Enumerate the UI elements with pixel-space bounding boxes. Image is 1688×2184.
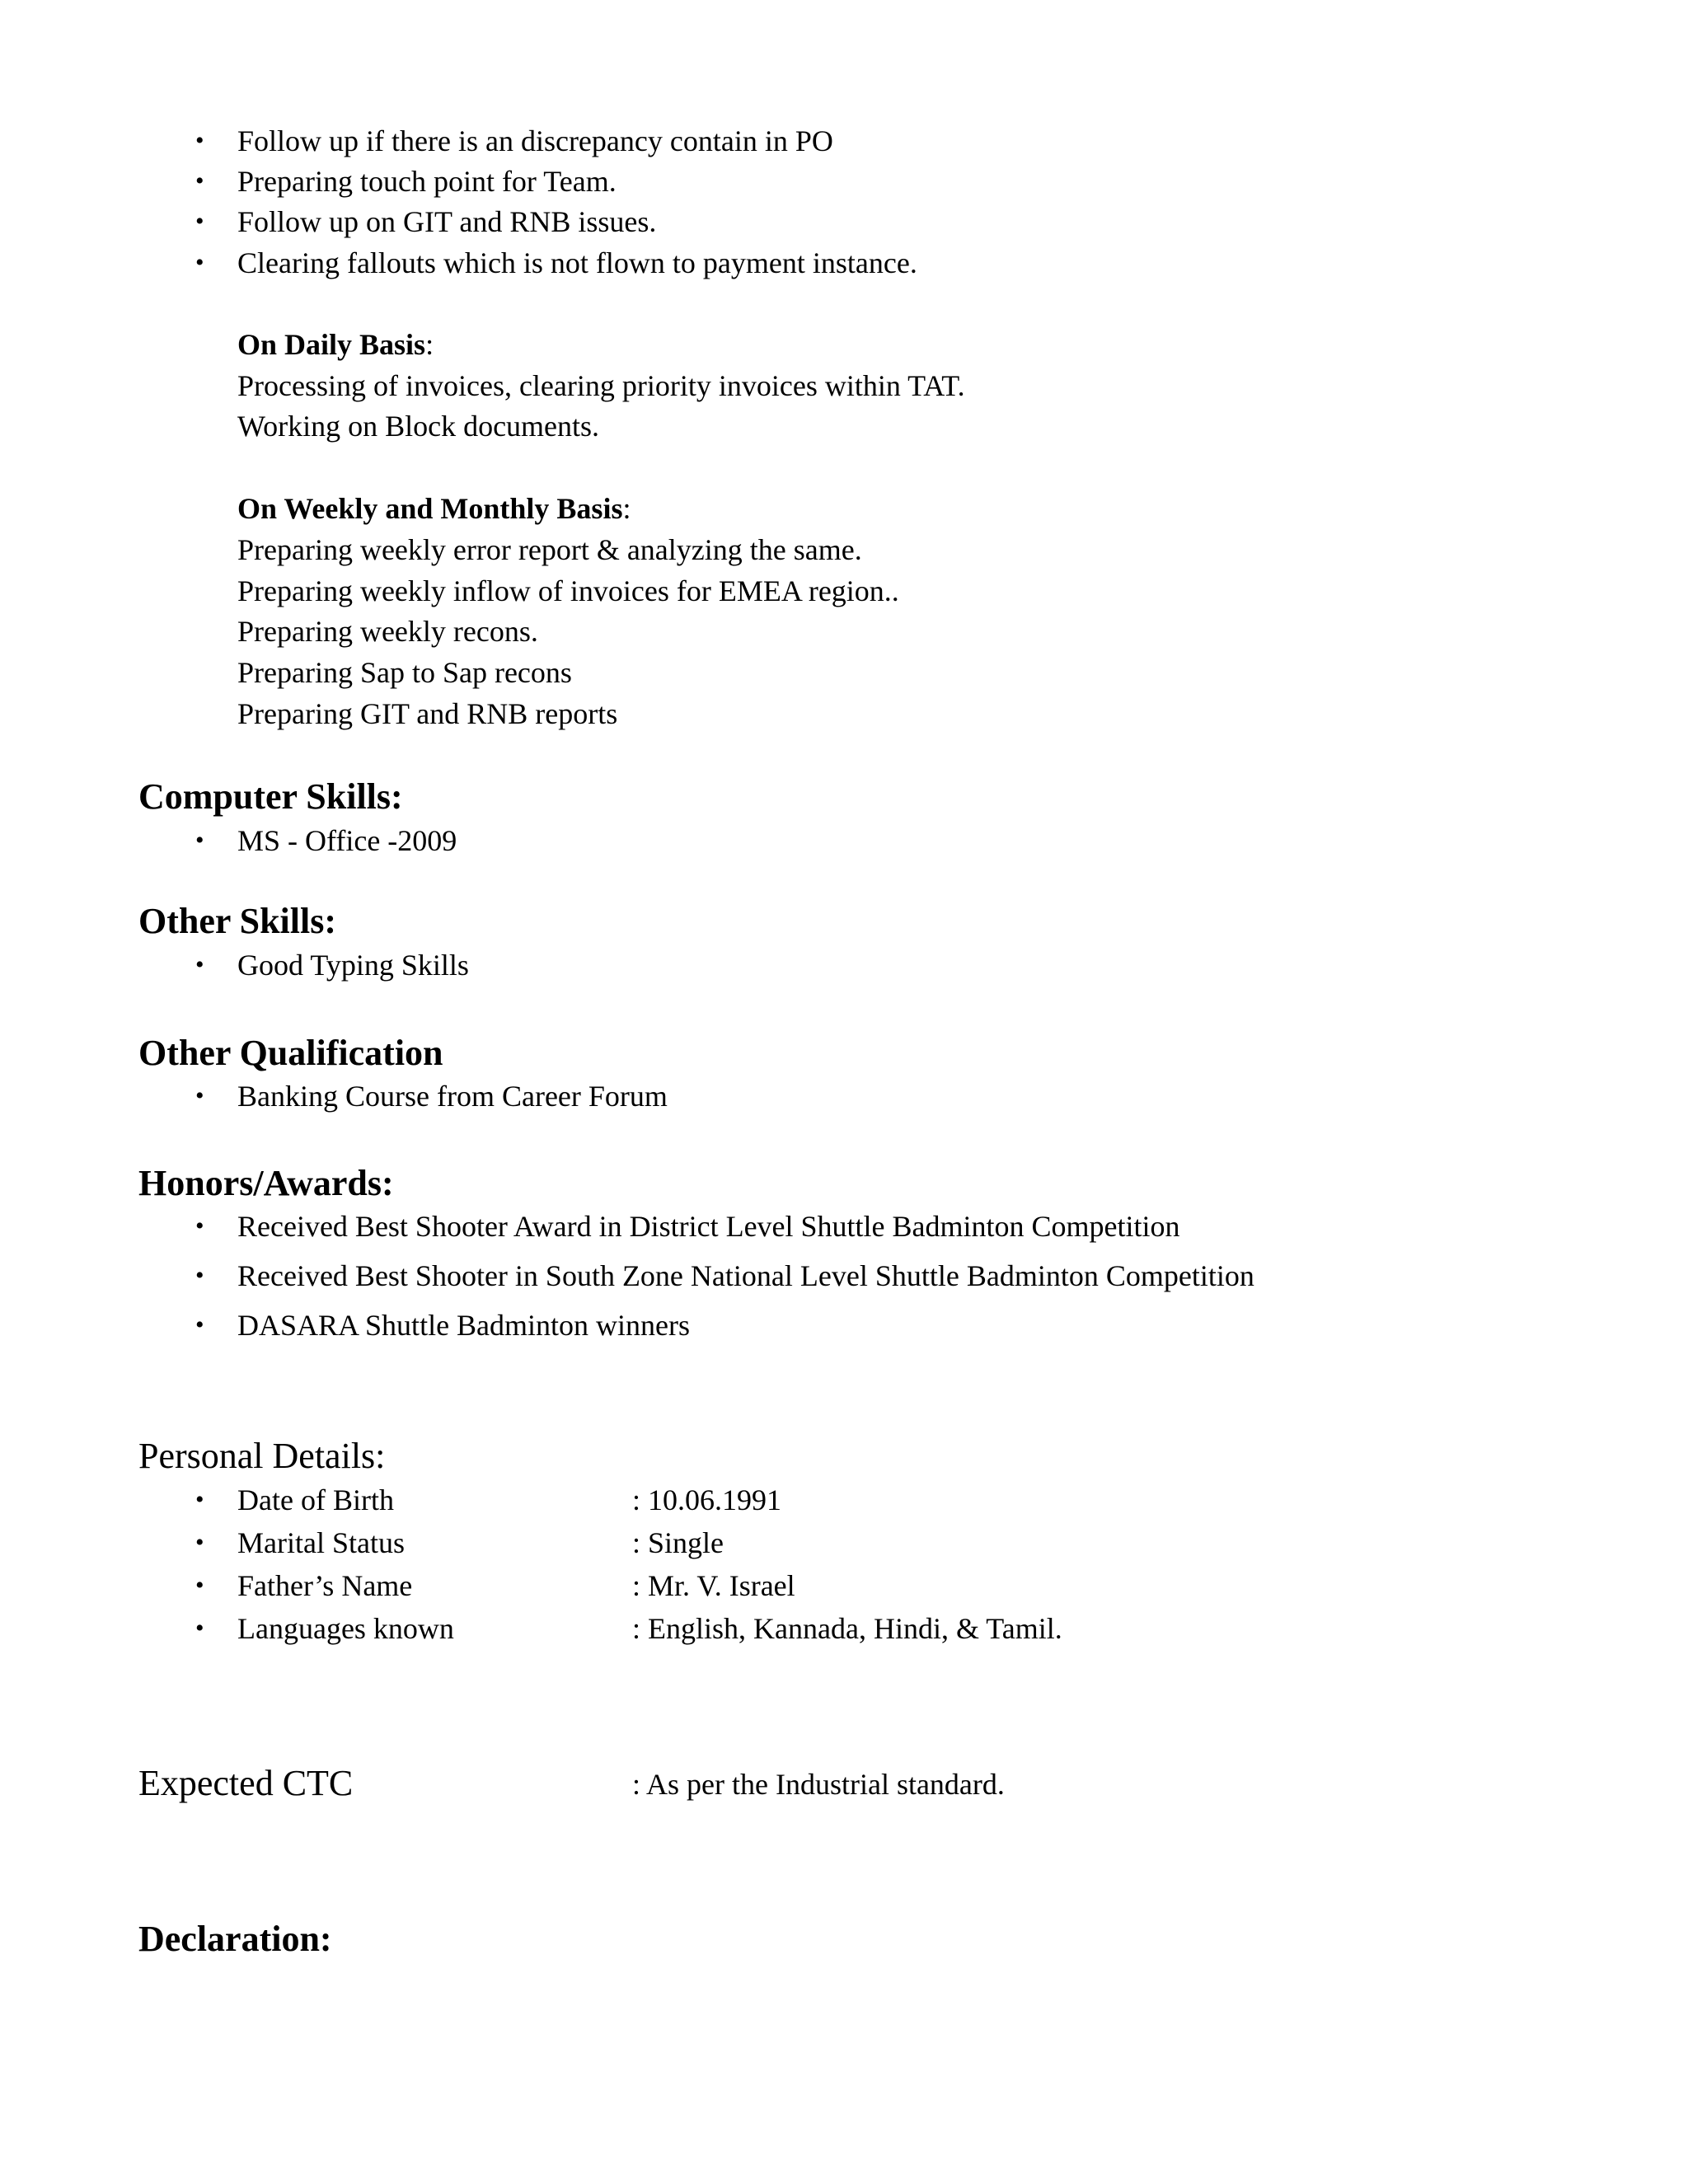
- personal-value: : Single: [632, 1526, 724, 1559]
- list-item-text: Follow up if there is an discrepancy contain in PO: [237, 124, 833, 157]
- personal-value: : 10.06.1991: [632, 1483, 782, 1516]
- personal-label: Languages known: [237, 1612, 454, 1645]
- expected-ctc-value: : As per the Industrial standard.: [632, 1768, 1005, 1801]
- daily-basis-line: Working on Block documents.: [237, 410, 600, 443]
- bullet-icon: •: [195, 1486, 204, 1513]
- personal-label: Marital Status: [237, 1526, 405, 1559]
- weekly-basis-line: Preparing weekly error report & analyzing the same.: [237, 533, 862, 566]
- bullet-icon: •: [195, 1572, 204, 1599]
- weekly-basis-heading: [237, 488, 631, 529]
- other-skills-heading: Other Skills:: [138, 901, 337, 941]
- bullet-icon: •: [195, 1082, 204, 1109]
- weekly-basis-line: Preparing weekly recons.: [237, 615, 538, 648]
- bullet-icon: •: [195, 167, 204, 194]
- weekly-basis-line: Preparing Sap to Sap recons: [237, 656, 572, 689]
- other-qualification-heading: Other Qualification: [138, 1033, 443, 1073]
- list-item-text: Follow up on GIT and RNB issues.: [237, 205, 657, 238]
- daily-basis-heading: [237, 324, 434, 365]
- list-item-text: DASARA Shuttle Badminton winners: [237, 1309, 691, 1342]
- bullet-icon: •: [195, 827, 204, 854]
- daily-basis-colon: :: [425, 328, 434, 361]
- weekly-basis-title: On Weekly and Monthly Basis: [237, 492, 623, 525]
- list-item-text: Clearing fallouts which is not flown to payment instance.: [237, 246, 917, 279]
- bullet-icon: •: [195, 208, 204, 235]
- daily-basis-line: Processing of invoices, clearing priority invoices within TAT.: [237, 369, 965, 402]
- weekly-basis-colon: :: [622, 492, 631, 525]
- personal-label: Date of Birth: [237, 1483, 394, 1516]
- personal-value: : English, Kannada, Hindi, & Tamil.: [632, 1612, 1062, 1645]
- list-item-text: MS - Office -2009: [237, 824, 457, 857]
- weekly-basis-line: Preparing GIT and RNB reports: [237, 697, 618, 730]
- list-item-text: Received Best Shooter in South Zone National Level Shuttle Badminton Competition: [237, 1259, 1254, 1292]
- bullet-icon: •: [195, 249, 204, 276]
- bullet-icon: •: [195, 1262, 204, 1289]
- bullet-icon: •: [195, 1212, 204, 1240]
- personal-details-heading: Personal Details:: [138, 1436, 386, 1476]
- declaration-heading: Declaration:: [138, 1919, 332, 1959]
- bullet-icon: •: [195, 1529, 204, 1556]
- list-item-text: Received Best Shooter Award in District Level Shuttle Badminton Competition: [237, 1210, 1180, 1243]
- bullet-icon: •: [195, 127, 204, 154]
- list-item-text: Banking Course from Career Forum: [237, 1080, 668, 1113]
- daily-basis-title: On Daily Basis: [237, 328, 426, 361]
- expected-ctc-label: Expected CTC: [138, 1763, 354, 1803]
- personal-label: Father’s Name: [237, 1569, 413, 1602]
- bullet-icon: •: [195, 1615, 204, 1642]
- computer-skills-heading: Computer Skills:: [138, 776, 403, 817]
- list-item-text: Preparing touch point for Team.: [237, 165, 617, 198]
- honors-heading: Honors/Awards:: [138, 1163, 394, 1203]
- bullet-icon: •: [195, 951, 204, 978]
- list-item-text: Good Typing Skills: [237, 949, 469, 982]
- personal-value: : Mr. V. Israel: [632, 1569, 795, 1602]
- bullet-icon: •: [195, 1311, 204, 1338]
- weekly-basis-line: Preparing weekly inflow of invoices for EMEA region..: [237, 574, 899, 607]
